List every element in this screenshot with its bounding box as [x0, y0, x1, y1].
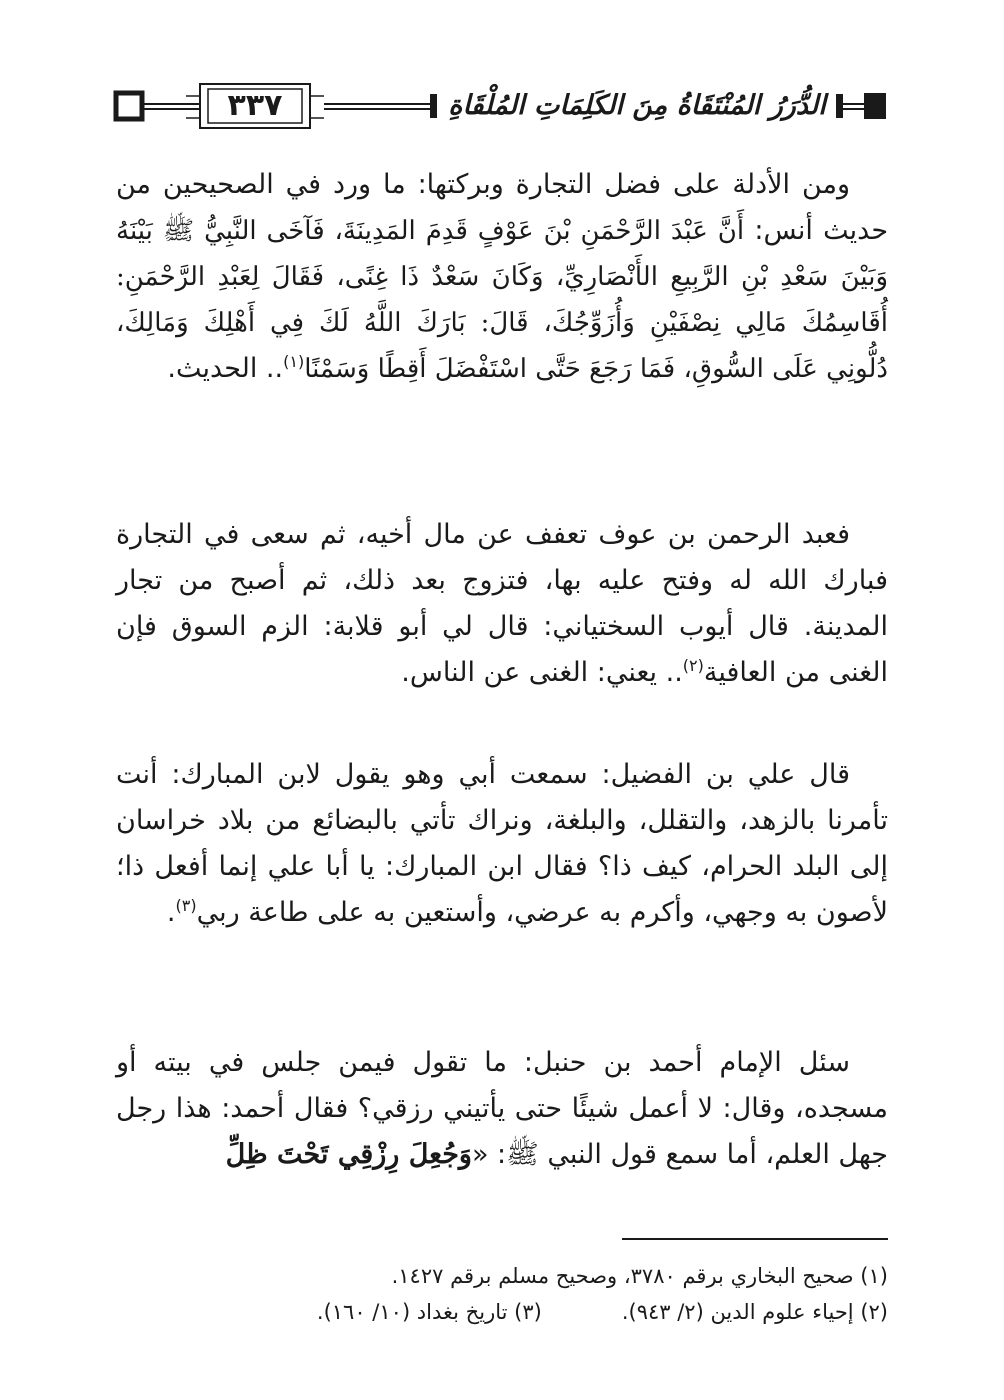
paragraph-3	[116, 752, 888, 936]
footnote-separator	[622, 1238, 888, 1240]
footnote-3: (٣) تاريخ بغداد (١٠/ ١٦٠).	[316, 1300, 542, 1324]
page-number: ٣٣٧	[227, 88, 283, 123]
paragraph-3-text: قال علي بن الفضيل: سمعت أبي وهو يقول لابن المبارك: أنت تأمرنا بالزهد، والتقلل، والبلغة، ونراك تأتي بالبضائع من بلاد خراسان إلى البلد الحرام، كيف ذا؟ فقال ابن المبارك: يا أبا علي إنما أفعل ذا؛ لأصون به وجهي، وأكرم به عرضي، وأستعين به على طاعة ربي	[116, 759, 888, 928]
footnote-line-1	[116, 1258, 888, 1294]
footnote-line-2	[116, 1294, 888, 1330]
paragraph-4	[116, 1040, 888, 1178]
footnote-ref-2: (٢)	[682, 656, 704, 675]
paragraph-1-intro: ومن الأدلة على فضل التجارة وبركتها: ما ورد في الصحيحين من حديث أنس:	[116, 169, 889, 246]
ornament-square-left	[116, 93, 142, 119]
ornament-square-right	[864, 93, 886, 119]
page-header	[112, 78, 890, 136]
footnotes	[116, 1258, 888, 1330]
hadith-quote: أَنَّ عَبْدَ الرَّحْمَنِ بْنَ عَوْفٍ قَدِمَ المَدِينَةَ، فَآخَى النَّبِيُّ ﷺ بَيْنَهُ وَبَيْنَ سَعْدِ بْنِ الرَّبِيعِ الأَنْصَارِيِّ، وَكَانَ سَعْدٌ ذَا غِنًى، فَقَالَ لِعَبْدِ الرَّحْمَنِ: أُقَاسِمُكَ مَالِي نِصْفَيْنِ وَأُزَوِّجُكَ، قَالَ: بَارَكَ اللَّهُ لَكَ فِي أَهْلِكَ وَمَالِكَ، دُلُّونِي عَلَى السُّوقِ، فَمَا رَجَعَ حَتَّى اسْتَفْضَلَ أَقِطًا وَسَمْنًا	[116, 216, 888, 384]
paragraph-1	[116, 162, 888, 392]
paragraph-1-tail: .. الحديث.	[167, 353, 284, 384]
footnote-2: (٢) إحياء علوم الدين (٢/ ٩٤٣).	[621, 1300, 888, 1324]
footnote-ref-1: (١)	[283, 352, 305, 371]
paragraph-2-tail: .. يعني: الغنى عن الناس.	[401, 657, 683, 688]
paragraph-3-tail: .	[166, 897, 176, 928]
paragraph-2-text: فعبد الرحمن بن عوف تعفف عن مال أخيه، ثم سعى في التجارة فبارك الله له وفتح عليه بها، فتزوج بعد ذلك، ثم أصبح من تجار المدينة. قال أيوب السختياني: قال لي أبو قلابة: الزم السوق فإن الغنى من العافية	[116, 519, 888, 688]
paragraph-2	[116, 512, 888, 696]
footnote-1: (١) صحيح البخاري برقم ٣٧٨٠، وصحيح مسلم برقم ١٤٢٧.	[391, 1264, 888, 1288]
paragraph-4-text: سئل الإمام أحمد بن حنبل: ما تقول فيمن جلس في بيته أو مسجده، وقال: لا أعمل شيئًا حتى يأتيني رزقي؟ فقال أحمد: هذا رجل جهل العلم، أما سمع قول النبي ﷺ: «	[116, 1047, 888, 1170]
paragraph-4-bold-quote: وَجُعِلَ رِزْقِي تَحْتَ ظِلِّ	[225, 1139, 472, 1170]
footnote-ref-3: (٣)	[175, 896, 197, 915]
running-title: الدُّرَرُ المُنْتَقَاةُ مِنَ الكَلِمَاتِ المُلْقَاةِ	[448, 90, 826, 121]
